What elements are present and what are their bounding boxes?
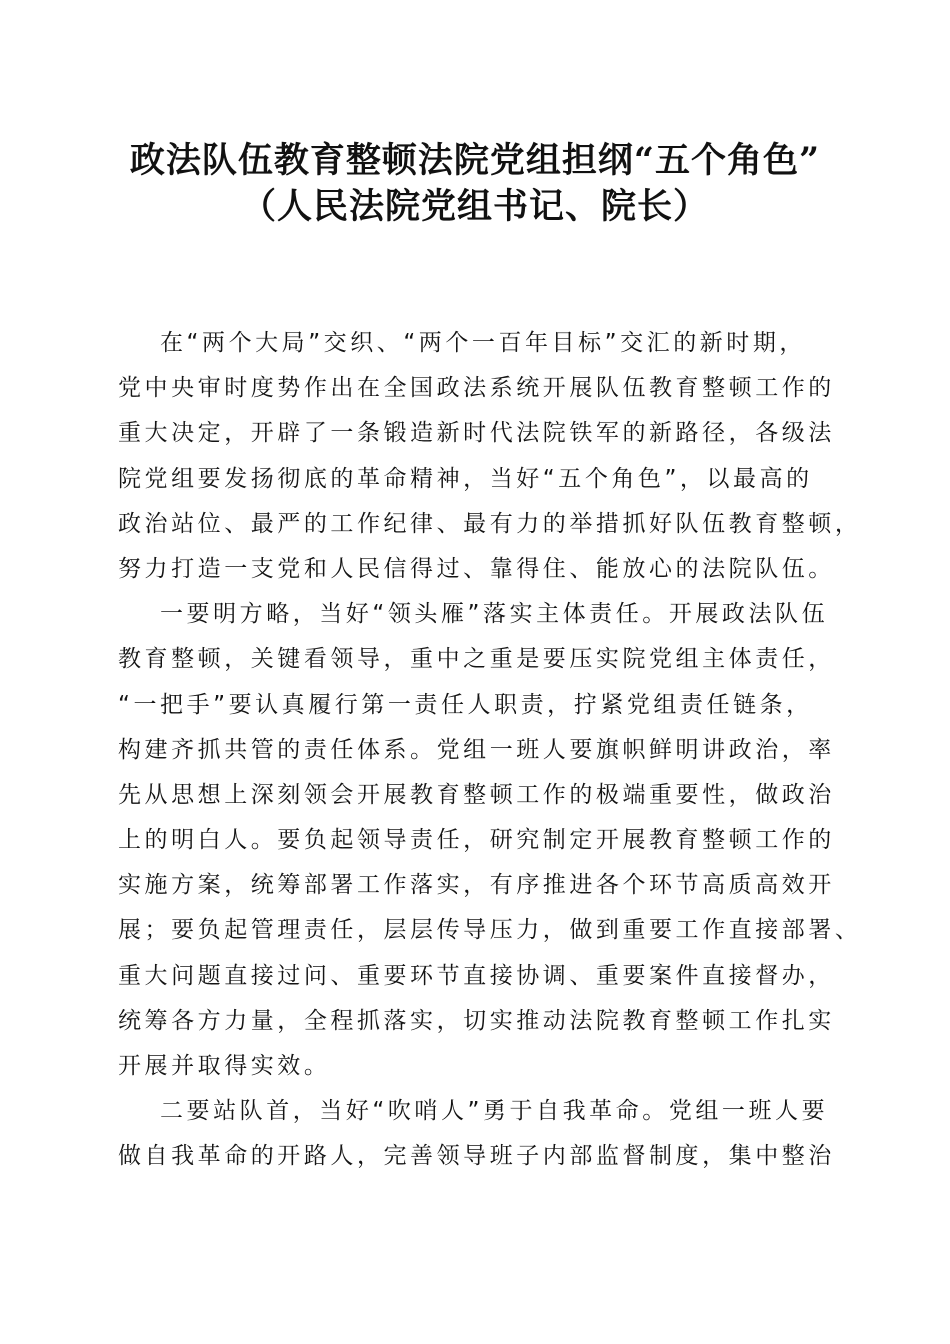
- text-line: 政治站位、最严的工作纪律、最有力的举措抓好队伍教育整顿，: [118, 510, 862, 537]
- text-line: 构建齐抓共管的责任体系。党组一班人要旗帜鲜明讲政治，率: [118, 736, 835, 763]
- text-line: 教育整顿，关键看领导，重中之重是要压实院党组主体责任，: [118, 646, 835, 673]
- text-line: 先从思想上深刻领会开展教育整顿工作的极端重要性，做政治: [118, 781, 835, 808]
- text-line: 上的明白人。要负起领导责任，研究制定开展教育整顿工作的: [118, 827, 835, 854]
- text-line: 实施方案，统筹部署工作落实，有序推进各个环节高质高效开: [118, 872, 835, 899]
- text-line: 二要站队首，当好“吹哨人”勇于自我革命。党组一班人要: [160, 1098, 829, 1125]
- title-main: 政法队伍教育整顿法院党组担纲“五个角色”: [129, 140, 821, 181]
- text-line: 在“两个大局”交织、“两个一百年目标”交汇的新时期，: [160, 330, 806, 356]
- paragraph-role-one: [118, 592, 862, 1089]
- paragraph-intro: [118, 321, 862, 592]
- paragraph-role-two: [118, 1089, 840, 1179]
- title-subtitle: （人民法院党组书记、院长）: [240, 186, 709, 227]
- text-line: “一把手”要认真履行第一责任人职责，拧紧党组责任链条，: [118, 691, 813, 718]
- text-line: 做自我革命的开路人，完善领导班子内部监督制度，集中整治: [118, 1143, 835, 1170]
- text-line: 重大决定，开辟了一条锻造新时代法院铁军的新路径，各级法: [118, 420, 835, 447]
- text-line: 一要明方略，当好“领头雁”落实主体责任。开展政法队伍: [160, 601, 829, 628]
- text-line: 统筹各方力量，全程抓落实，切实推动法院教育整顿工作扎实: [118, 1007, 835, 1034]
- document-title: [0, 138, 950, 230]
- document-body: [118, 321, 862, 1180]
- text-line: 开展并取得实效。: [118, 1053, 331, 1079]
- text-line: 努力打造一支党和人民信得过、靠得住、能放心的法院队伍。: [118, 555, 835, 582]
- text-line: 党中央审时度势作出在全国政法系统开展队伍教育整顿工作的: [118, 375, 835, 402]
- text-line: 展；要负起管理责任，层层传导压力，做到重要工作直接部署、: [118, 917, 862, 944]
- text-line: 院党组要发扬彻底的革命精神，当好“五个角色”，以最高的: [118, 465, 813, 492]
- text-line: 重大问题直接过问、重要环节直接协调、重要案件直接督办，: [118, 962, 835, 989]
